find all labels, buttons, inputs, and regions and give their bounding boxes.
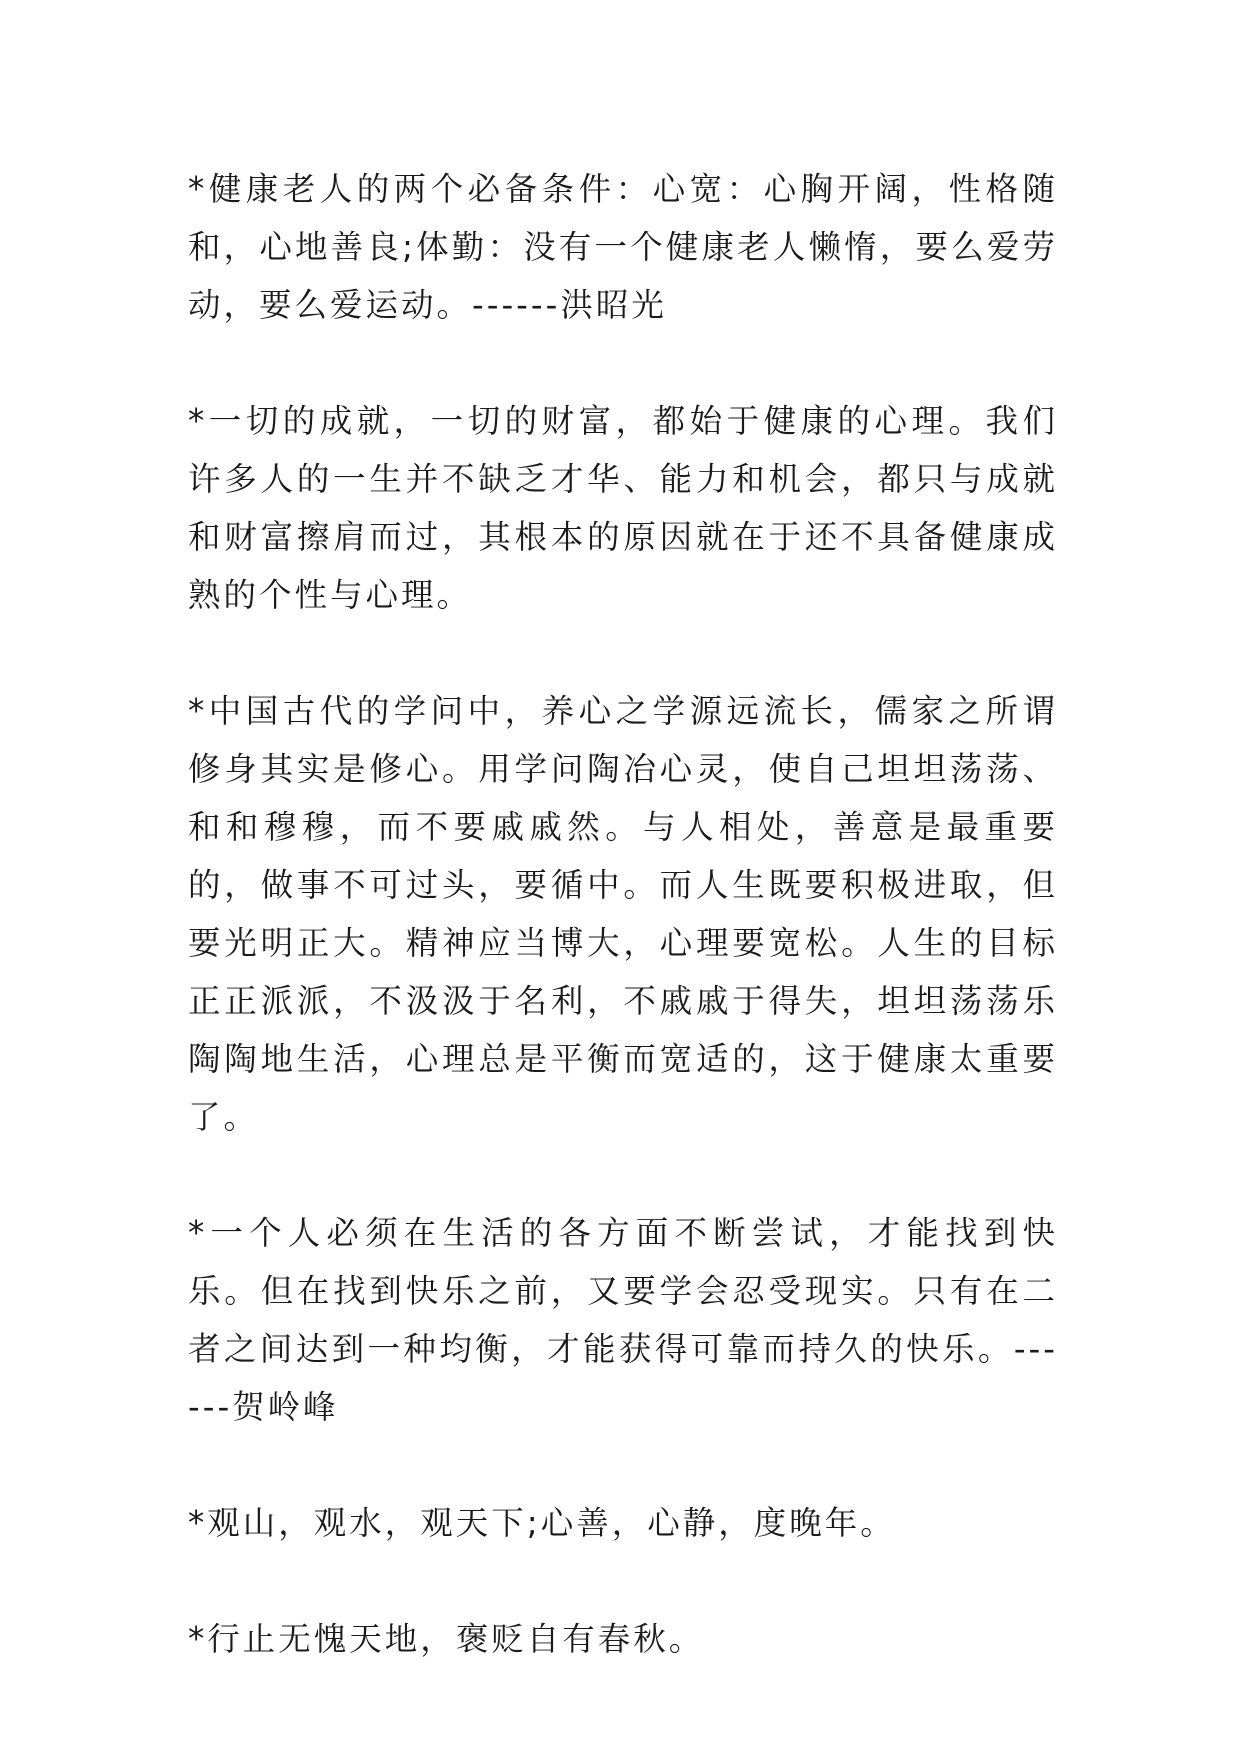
paragraph-happiness: *一个人必须在生活的各方面不断尝试，才能找到快乐。但在找到快乐之前，又要学会忍受现实。只有在二者之间达到一种均衡，才能获得可靠而持久的快乐。------贺岭峰	[188, 1214, 1058, 1426]
paragraph-ancient-learning: *中国古代的学问中，养心之学源远流长，儒家之所谓修身其实是修心。用学问陶冶心灵，使自己坦坦荡荡、和和穆穆，而不要戚戚然。与人相处，善意是最重要的，做事不可过头，要循中。而人生既要积极进取，但要光明正大。精神应当博大，心理要宽松。人生的目标正正派派，不汲汲于名利，不戚戚于得失，坦坦荡荡乐陶陶地生活，心理总是平衡而宽适的，这于健康太重要了。	[188, 692, 1058, 1136]
paragraph-success-wealth: *一切的成就，一切的财富，都始于健康的心理。我们许多人的一生并不缺乏才华、能力和机会，都只与成就和财富擦肩而过，其根本的原因就在于还不具备健康成熟的个性与心理。	[188, 402, 1058, 614]
document-body	[188, 160, 1058, 1726]
paragraph-conduct: *行止无愧天地，褒贬自有春秋。	[188, 1620, 705, 1658]
paragraph-healthy-elderly: *健康老人的两个必备条件：心宽：心胸开阔，性格随和，心地善良;体勤：没有一个健康老人懒惰，要么爱劳动，要么爱运动。------洪昭光	[188, 170, 1058, 324]
paragraph-mountains-water: *观山，观水，观天下;心善，心静，度晚年。	[188, 1504, 896, 1542]
